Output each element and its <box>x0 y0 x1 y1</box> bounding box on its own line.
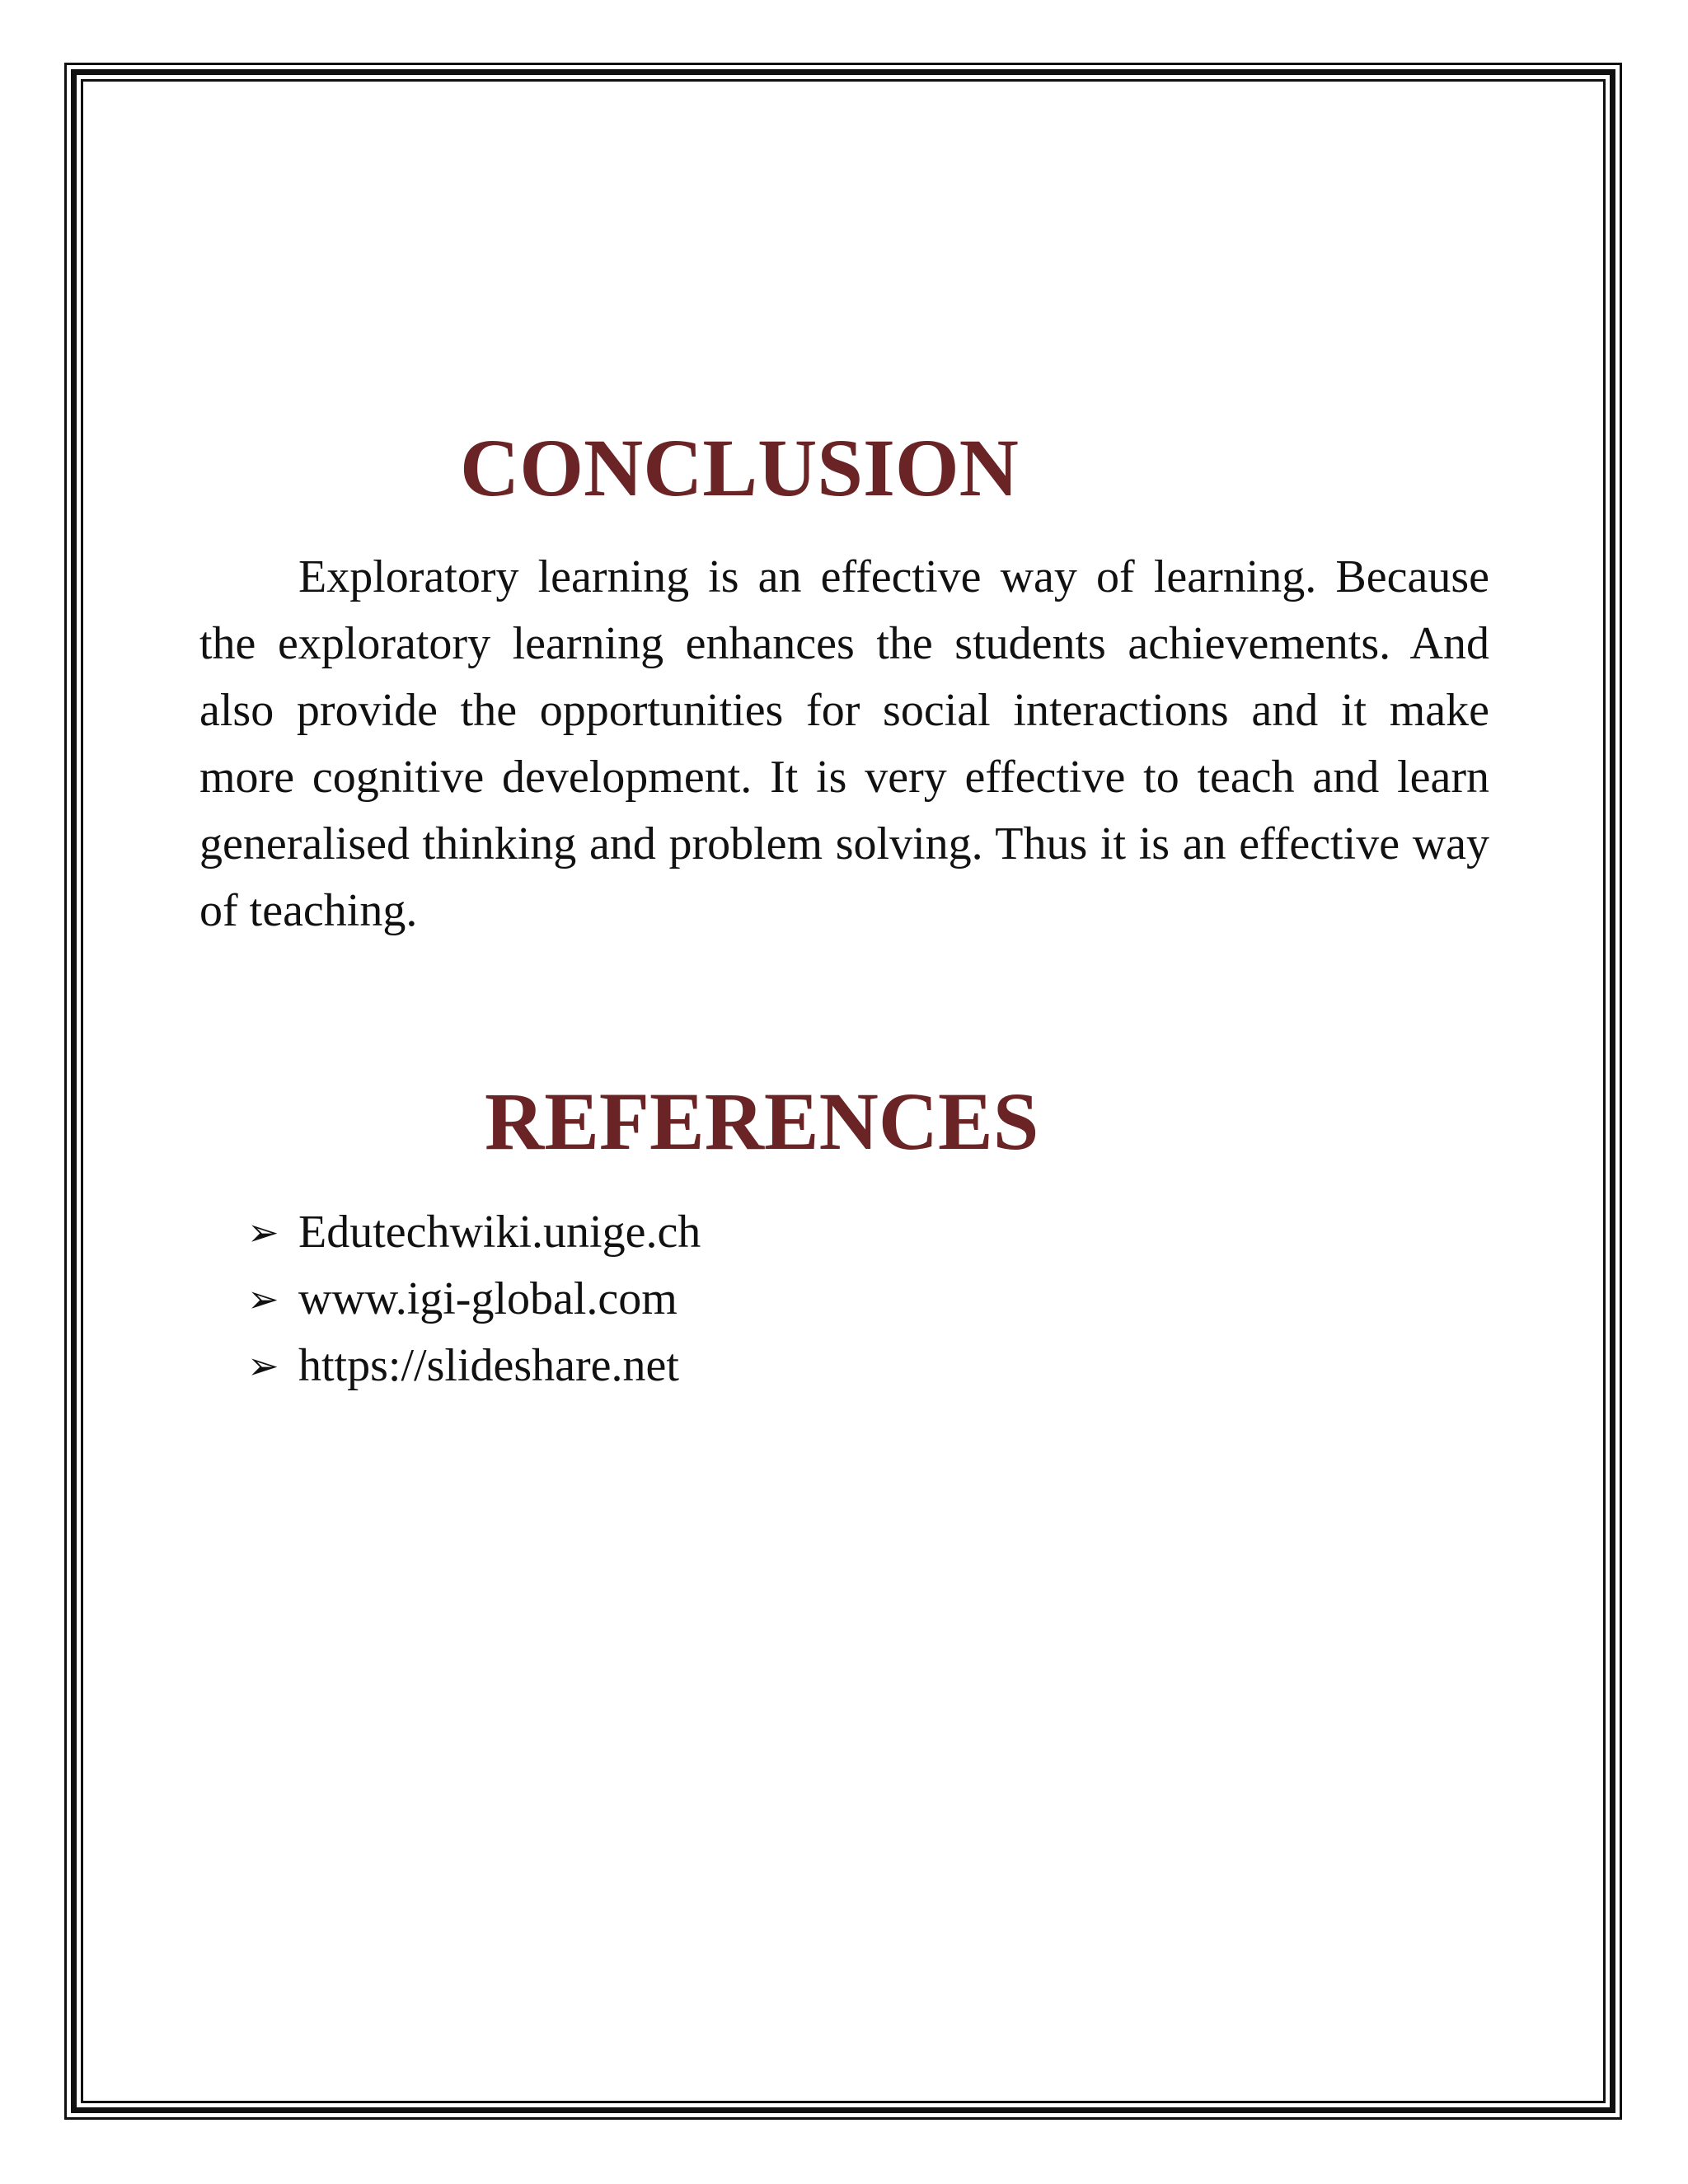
references-list <box>247 1199 701 1399</box>
reference-item <box>247 1266 701 1333</box>
conclusion-paragraph: Exploratory learning is an effective way of learning. Because the exploratory learning enhances the students achievements. And also provide the opportunities for social interactions and it make more cognitive development. It is very effective to teach and learn generalised thinking and problem solving. Thus it is an effective way of teaching. <box>199 551 1489 936</box>
reference-item <box>247 1333 701 1399</box>
reference-text: https://slideshare.net <box>298 1340 679 1391</box>
arrowhead-bullet-icon: ➢ <box>247 1343 279 1388</box>
conclusion-heading: CONCLUSION <box>460 422 1019 513</box>
reference-text: www.igi-global.com <box>298 1273 678 1324</box>
references-heading: REFERENCES <box>485 1076 1039 1167</box>
arrowhead-bullet-icon: ➢ <box>247 1277 279 1321</box>
reference-text: Edutechwiki.unige.ch <box>298 1207 701 1258</box>
arrowhead-bullet-icon: ➢ <box>247 1210 279 1254</box>
reference-item <box>247 1199 701 1266</box>
